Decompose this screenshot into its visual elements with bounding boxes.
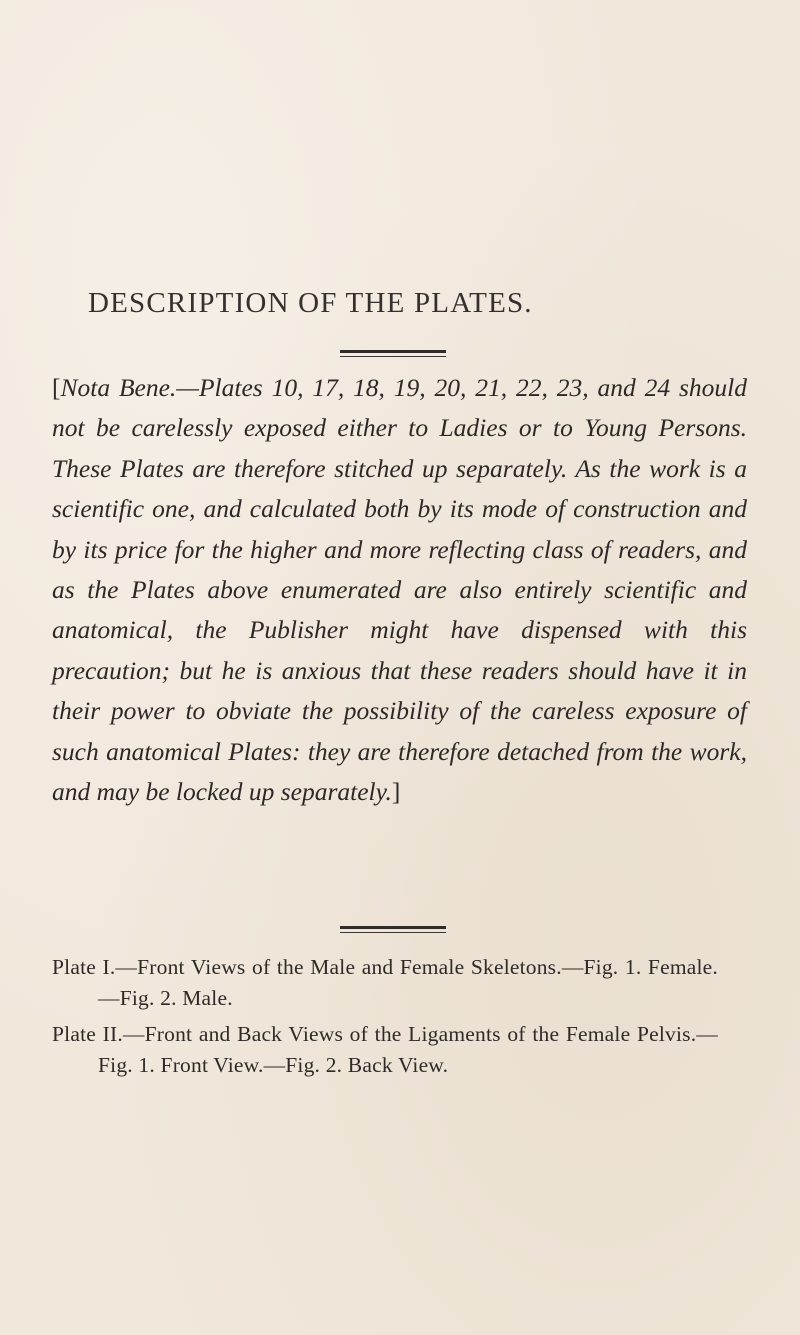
- plate-entry-1: Plate I.—Front Views of the Male and Female Skeletons.—Fig. 1. Female.—Fig. 2. Male.: [52, 955, 718, 1010]
- close-bracket: ]: [391, 777, 401, 807]
- open-bracket: [: [52, 373, 61, 402]
- section-divider: [340, 926, 446, 933]
- title-divider: [340, 350, 446, 357]
- plates-list: [52, 952, 752, 1086]
- nota-bene-text: Nota Bene.—Plates 10, 17, 18, 19, 20, 21, 22, 23, and 24 should not be carelessly exposed either to Ladies or to Young Persons. These Plates are therefore stitched up separately. As the work is a scientific one, and calculated both by its mode of construction and by its price for the higher and more reflecting class of readers, and as the Plates above enumerated are also entirely scientific and anatomical, the Publisher might have dispensed with this precaution; but he is anxious that these readers should have it in their power to obviate the possibility of the careless exposure of such anatomical Plates: they are therefore detached from the work, and may be locked up separately.: [52, 373, 747, 807]
- nota-bene-paragraph: [52, 368, 747, 812]
- plate-entry-2: Plate II.—Front and Back Views of the Ligaments of the Female Pelvis.—Fig. 1. Front View.—Fig. 2. Back View.: [52, 1022, 718, 1077]
- page-title: DESCRIPTION OF THE PLATES.: [88, 287, 533, 319]
